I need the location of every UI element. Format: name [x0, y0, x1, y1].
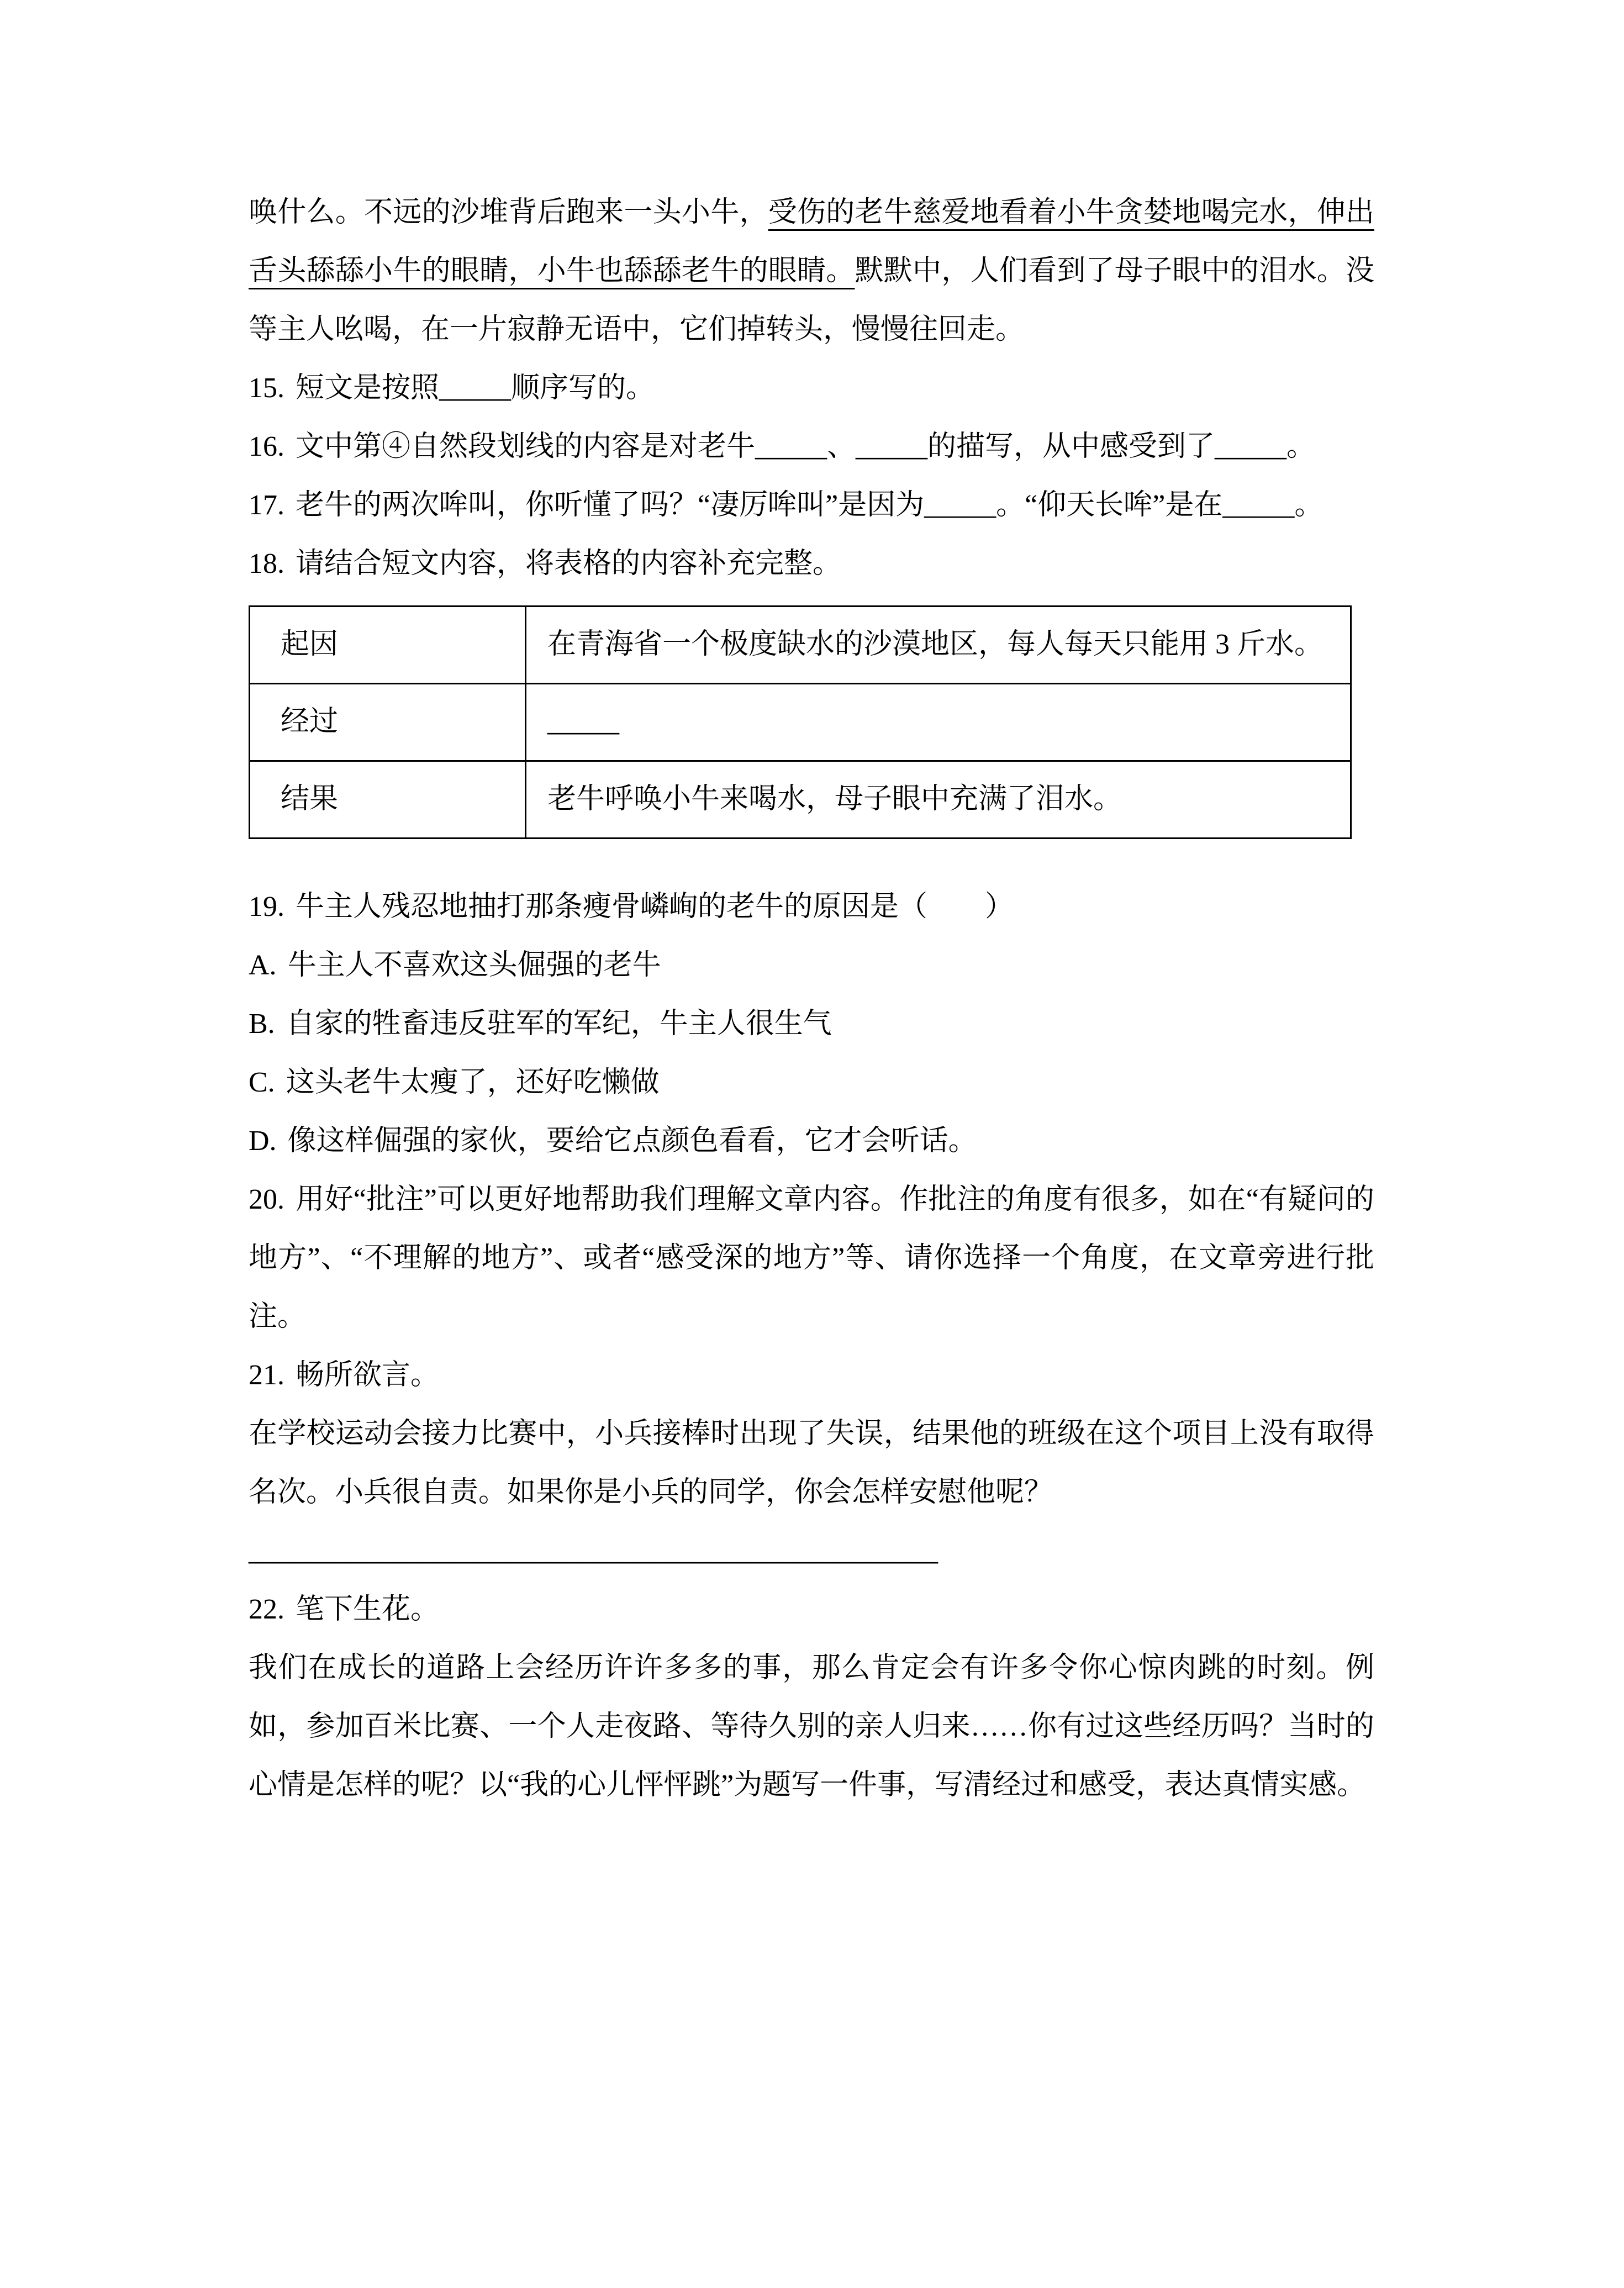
table-row-content: _____: [526, 684, 1351, 761]
question-19-option-d: [249, 1112, 1374, 1171]
question-22-title: 笔下生花。: [296, 1594, 440, 1625]
table-row-content: 在青海省一个极度缺水的沙漠地区，每人每天只能用 3 斤水。: [526, 607, 1351, 684]
question-17: [249, 476, 1374, 535]
question-18: [249, 535, 1374, 593]
option-c-label: C.: [249, 1067, 275, 1098]
table-row-label: 结果: [250, 761, 526, 839]
question-19-option-a: [249, 936, 1374, 995]
question-20-number: 20.: [249, 1184, 284, 1215]
question-15: [249, 359, 1374, 418]
cause-process-result-table: [249, 605, 1352, 839]
question-17-text: 老牛的两次哞叫，你听懂了吗？“凄厉哞叫”是因为_____。“仰天长哞”是在_____。: [296, 489, 1324, 521]
option-a-label: A.: [249, 950, 277, 981]
question-21-number: 21.: [249, 1359, 284, 1391]
question-17-number: 17.: [249, 489, 284, 521]
question-21: [249, 1346, 1374, 1405]
table-row-process: [250, 684, 1351, 761]
table-row-cause: [250, 607, 1351, 684]
table-row-label: 经过: [250, 684, 526, 761]
option-b-label: B.: [249, 1008, 275, 1040]
option-c-text: 这头老牛太瘦了，还好吃懒做: [286, 1067, 660, 1098]
option-a-text: 牛主人不喜欢这头倔强的老牛: [287, 950, 661, 981]
question-16: [249, 418, 1374, 476]
question-20-text: 用好“批注”可以更好地帮助我们理解文章内容。作批注的角度有很多，如在“有疑问的地方”、“不理解的地方”、或者“感受深的地方”等、请你选择一个角度，在文章旁进行批注。: [249, 1184, 1374, 1332]
question-20: [249, 1171, 1374, 1346]
table-row-result: [250, 761, 1351, 839]
passage-text-after-underline: 默默中，人们看到了母子眼中的泪水。没等主人吆喝，在一片寂静无语中，它们掉转头，慢慢往回走。: [249, 255, 1374, 345]
question-19-option-c: [249, 1053, 1374, 1112]
question-18-text: 请结合短文内容，将表格的内容补充完整。: [296, 548, 842, 579]
option-b-text: 自家的牲畜违反驻军的军纪，牛主人很生气: [286, 1008, 832, 1040]
question-16-text: 文中第④自然段划线的内容是对老牛_____、_____的描写，从中感受到了_____。: [296, 431, 1316, 462]
question-19-text: 牛主人残忍地抽打那条瘦骨嶙峋的老牛的原因是（ ）: [296, 891, 1014, 922]
question-22-body: 我们在成长的道路上会经历许许多多的事，那么肯定会有许多令你心惊肉跳的时刻。例如，参加百米比赛、一个人走夜路、等待久别的亲人归来……你有过这些经历吗？当时的心情是怎样的呢？以“我的心儿怦怦跳”为题写一件事，写清经过和感受，表达真情实感。: [249, 1652, 1374, 1801]
option-d-label: D.: [249, 1125, 277, 1157]
question-21-title: 畅所欲言。: [296, 1359, 440, 1391]
answer-blank-line: ________________________________________________: [249, 1535, 938, 1567]
reading-passage-paragraph: [249, 183, 1374, 359]
question-15-text: 短文是按照_____顺序写的。: [296, 372, 655, 404]
question-22-number: 22.: [249, 1594, 284, 1625]
question-18-number: 18.: [249, 548, 284, 579]
passage-underlined-text: 受伤的老牛慈爱地看着小牛贪婪地喝完水，伸出舌头舔舔小牛的眼睛，小牛也舔舔老牛的眼睛。: [249, 197, 1374, 287]
question-15-number: 15.: [249, 372, 284, 404]
question-19-number: 19.: [249, 891, 284, 922]
table-row-label: 起因: [250, 607, 526, 684]
question-19-option-b: [249, 995, 1374, 1053]
table-row-content: 老牛呼唤小牛来喝水，母子眼中充满了泪水。: [526, 761, 1351, 839]
passage-text-before-underline: 唤什么。不远的沙堆背后跑来一头小牛，: [249, 197, 768, 228]
option-d-text: 像这样倔强的家伙，要给它点颜色看看，它才会听话。: [287, 1125, 977, 1157]
question-19: [249, 878, 1374, 936]
question-16-number: 16.: [249, 431, 284, 462]
question-22: [249, 1580, 1374, 1639]
question-21-body: 在学校运动会接力比赛中，小兵接棒时出现了失误，结果他的班级在这个项目上没有取得名次。小兵很自责。如果你是小兵的同学，你会怎样安慰他呢？: [249, 1418, 1374, 1508]
